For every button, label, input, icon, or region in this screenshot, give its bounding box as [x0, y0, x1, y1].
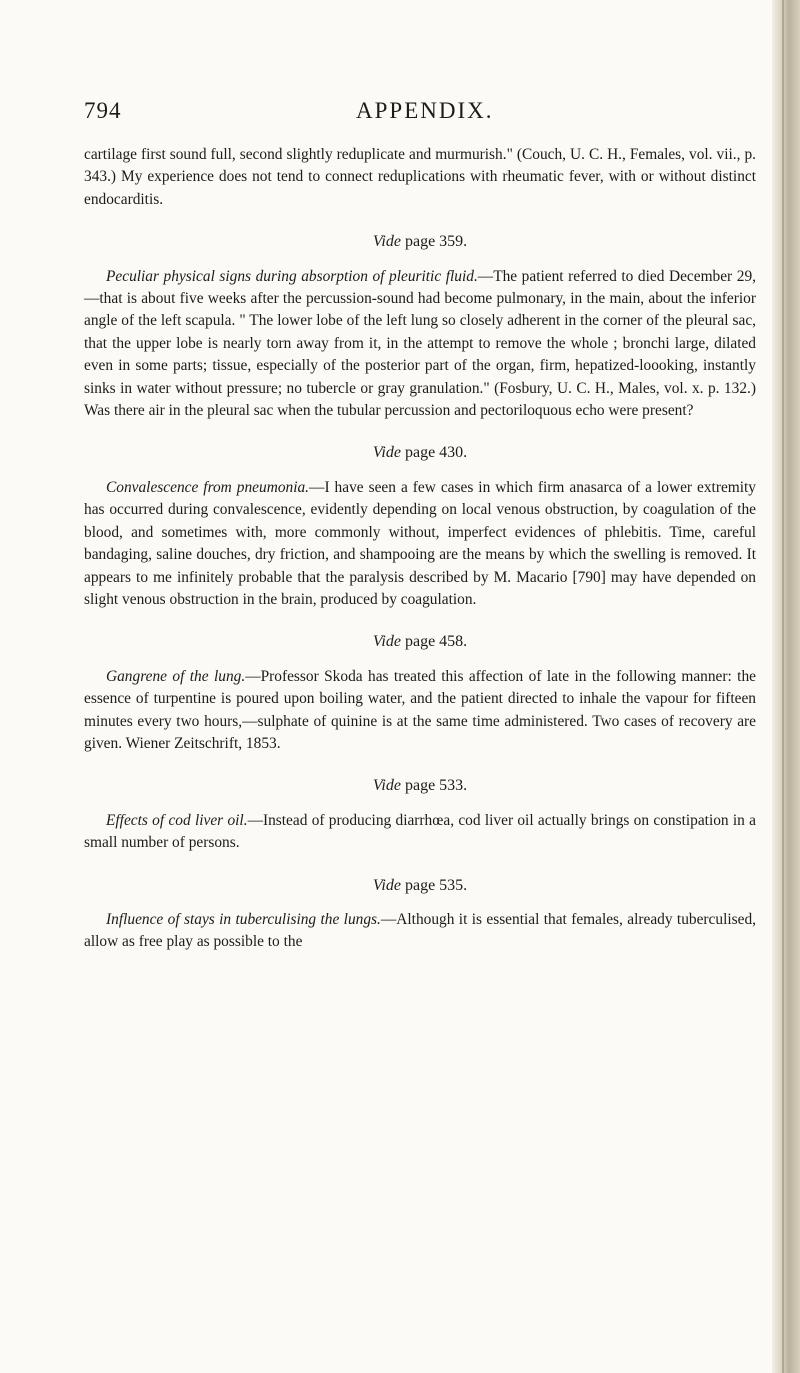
- vide-reference-4: [84, 775, 756, 797]
- vide-page: page 533.: [400, 777, 468, 795]
- vide-word: Vide: [372, 233, 401, 251]
- section-body: —Instead of producing diarrhœa, cod liver oil actually brings on constipation in a small number of persons.: [84, 811, 757, 852]
- section-body: —Professor Skoda has treated this affection of late in the following manner: the essence of turpentine is poured upon boiling water, and the patient directed to inhale the vapour for fifteen minutes every two hours,—sulphate of quinine is at the same time administered. Two cases of recovery are given. Wiener Zeitschrift, 1853.: [84, 667, 756, 752]
- vide-page: page 359.: [400, 233, 468, 251]
- section-paragraph-3: [84, 666, 756, 756]
- vide-word: Vide: [372, 444, 401, 462]
- section-paragraph-4: [84, 810, 756, 855]
- section-body: —Although it is essential that females, already tuberculised, allow as free play as possible to the: [84, 910, 756, 951]
- section-body: —The patient referred to died December 29,—that is about five weeks after the percussion-sound had become pulmonary, in the main, about the inferior angle of the left scapula. " The lower lobe of the left lung so closely adherent in the corner of the pleural sac, that the upper lobe is nearly torn away from it, in the attempt to remove the whole ; bronchi large, dilated even in some parts; tissue, especially of the posterior part of the organ, firm, hepatized-loooking, instantly sinks in water without pressure; no tubercle or gray granulation." (Fosbury, U. C. H., Males, vol. x. p. 132.) Was there air in the pleural sac when the tubular percussion and pectoriloquous echo were present?: [84, 267, 756, 420]
- page-edge: [772, 0, 800, 1373]
- section-title: Effects of cod liver oil.: [106, 811, 248, 829]
- section-title: Gangrene of the lung.: [106, 667, 246, 685]
- page-header: [84, 98, 754, 132]
- section-paragraph-5: [84, 909, 756, 954]
- vide-page: page 535.: [400, 876, 468, 894]
- section-title: Influence of stays in tuberculising the lungs.: [106, 910, 381, 928]
- section-title: Convalescence from pneumonia.: [106, 478, 310, 496]
- vide-page: page 430.: [400, 444, 468, 462]
- vide-word: Vide: [372, 777, 401, 795]
- page-number: 794: [84, 98, 122, 123]
- vide-reference-5: [84, 875, 756, 897]
- intro-paragraph: cartilage first sound full, second slightly reduplicate and murmurish." (Couch, U. C. H., Females, vol. vii., p. 343.) My experience does not tend to connect reduplications with rheumatic fever, with or without distinct endocarditis.: [84, 146, 756, 208]
- vide-word: Vide: [372, 876, 401, 894]
- vide-page: page 458.: [400, 633, 468, 651]
- vide-reference-1: [84, 231, 756, 253]
- section-body: —I have seen a few cases in which firm anasarca of a lower extremity has occurred during convalescence, evidently depending on local venous obstruction, by coagulation of the blood, and sometimes with, more commonly without, imperfect evidences of phlebitis. Time, careful bandaging, saline douches, dry friction, and shampooing are the means by which the swelling is removed. It appears to me infinitely probable that the paralysis described by M. Macario [790] may have depended on slight venous obstruction in the brain, produced by coagulation.: [84, 478, 756, 608]
- section-paragraph-2: [84, 477, 756, 611]
- section-title: Peculiar physical signs during absorption of pleuritic fluid.: [106, 267, 478, 285]
- vide-reference-2: [84, 442, 756, 464]
- section-paragraph-1: [84, 266, 756, 423]
- page-body: [84, 144, 756, 954]
- vide-word: Vide: [372, 633, 401, 651]
- running-head: APPENDIX.: [356, 98, 494, 123]
- vide-reference-3: [84, 631, 756, 653]
